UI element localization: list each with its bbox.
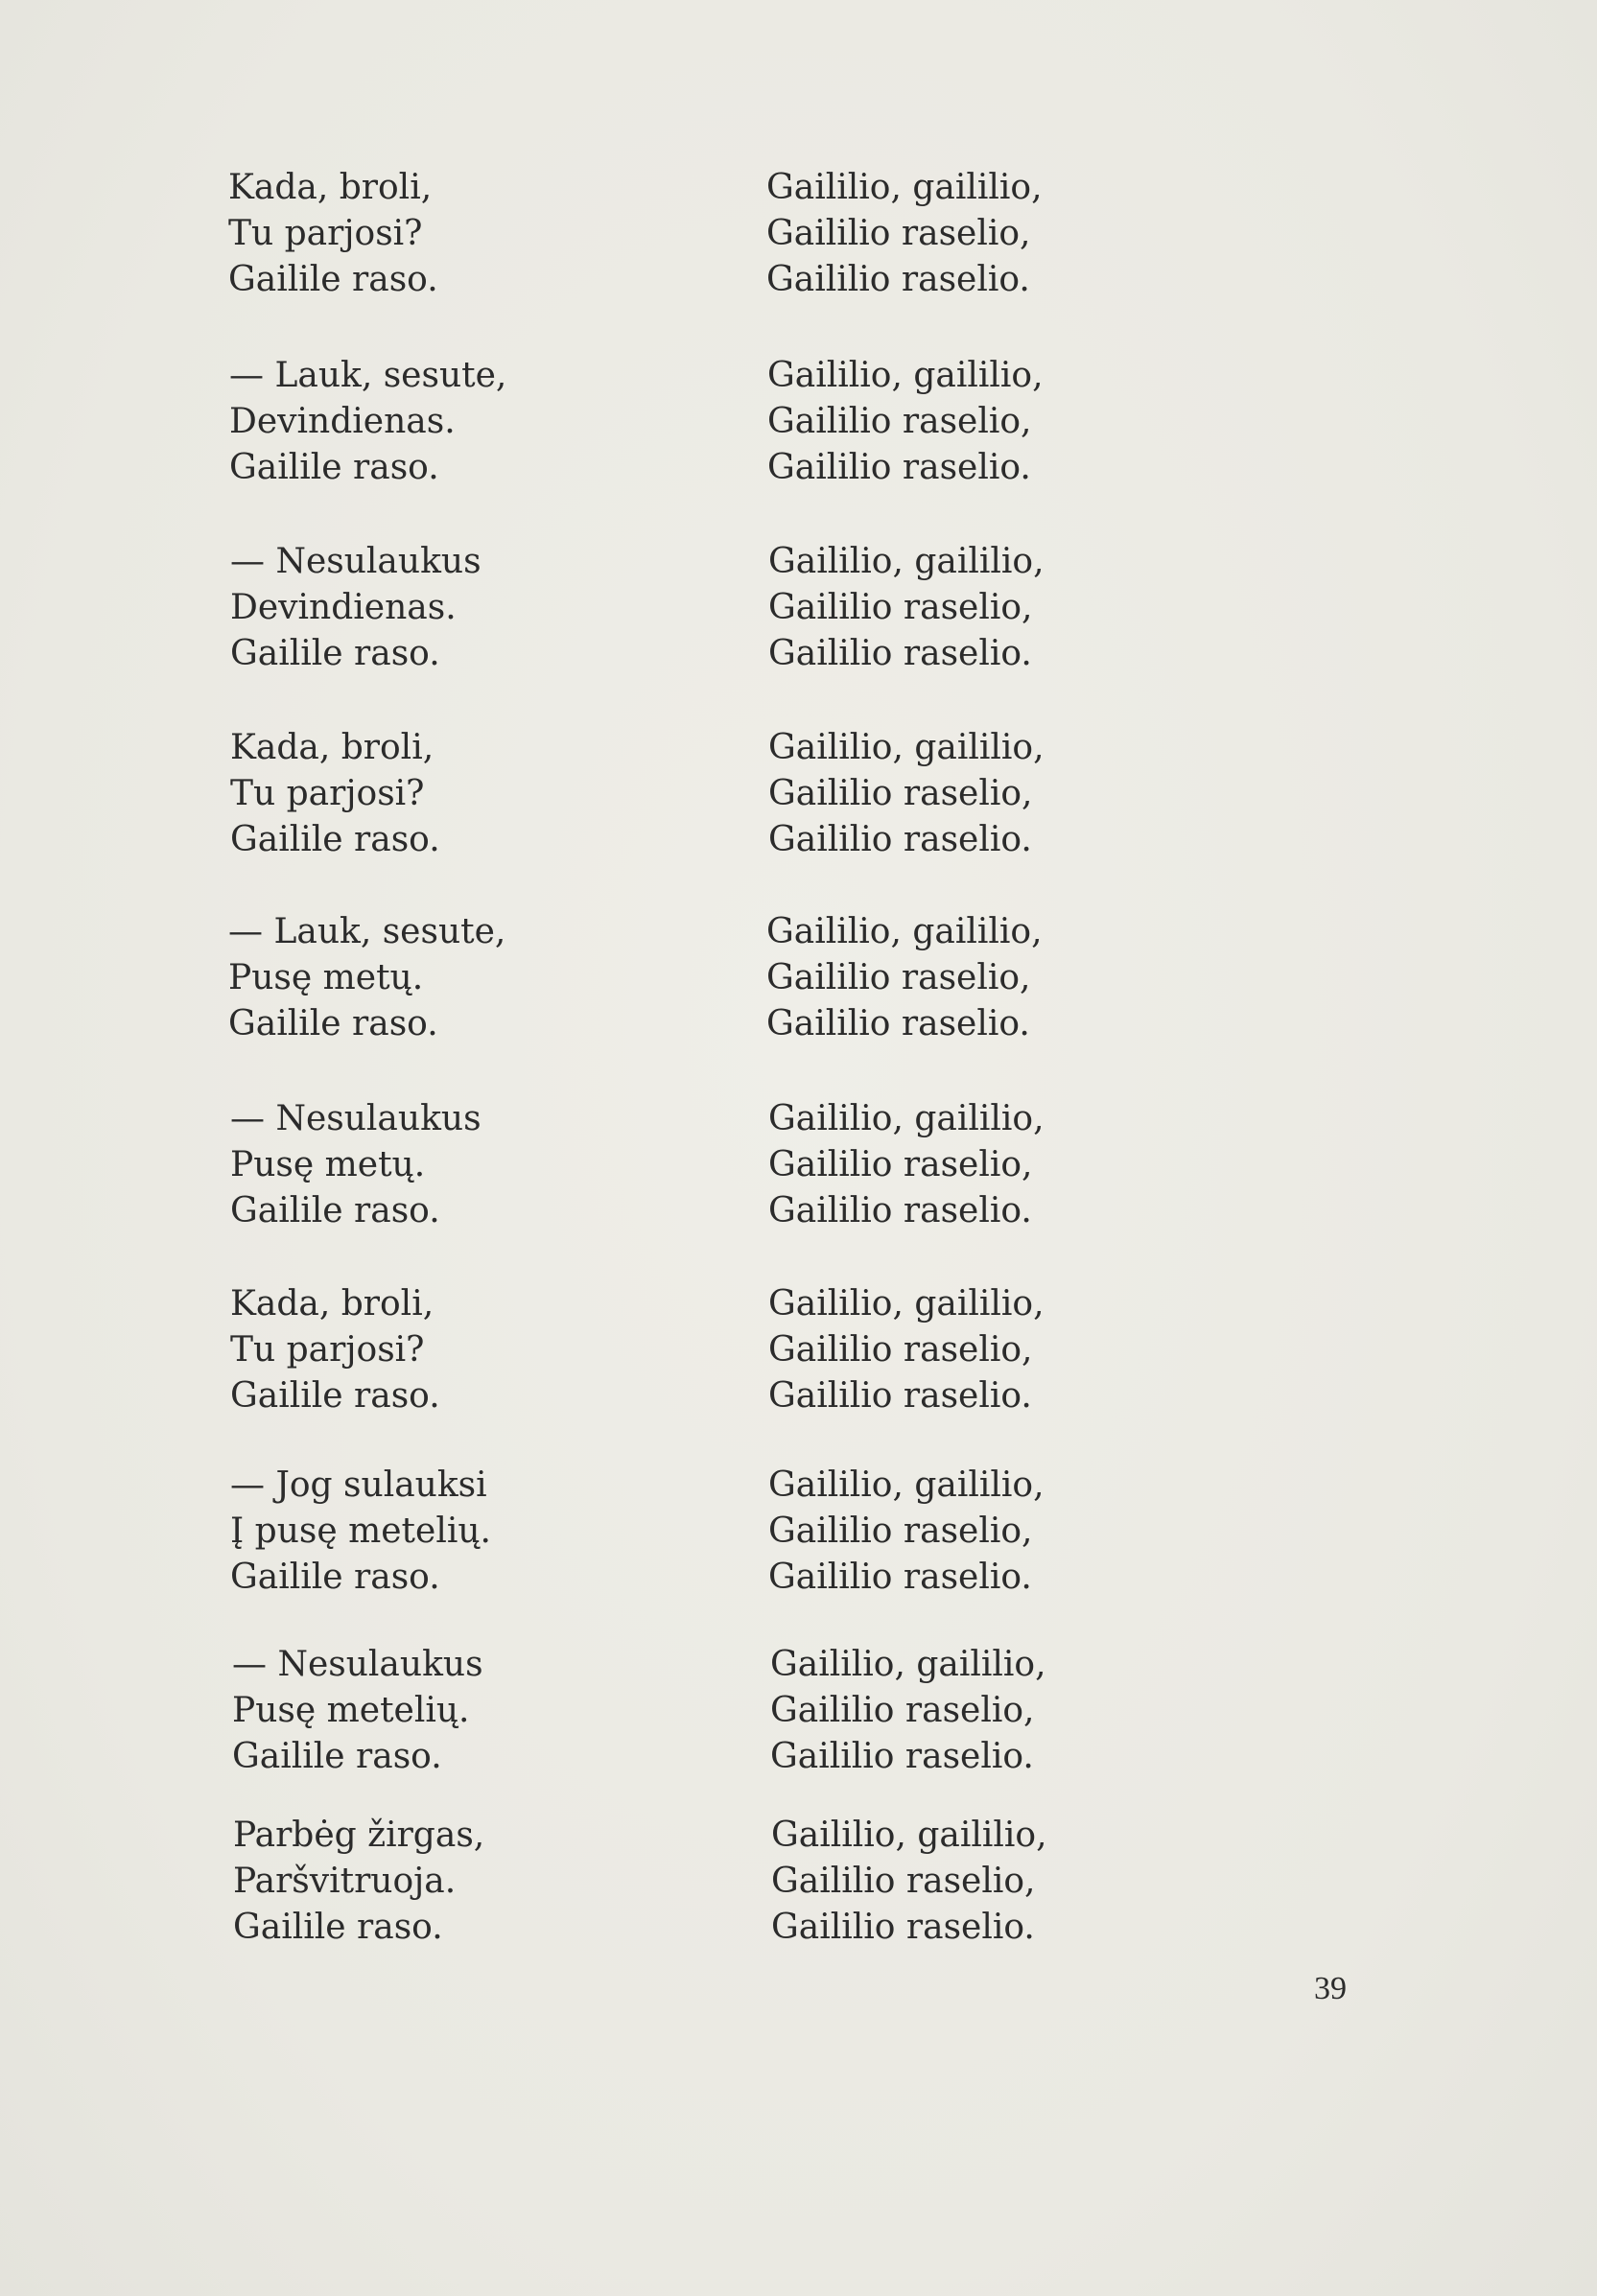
refrain-line: Gaililio raselio, — [767, 402, 1032, 441]
refrain-line: Gaililio raselio, — [766, 958, 1031, 997]
stanza-9 — [232, 1642, 1479, 1786]
refrain-line: Gaililio raselio. — [768, 1191, 1032, 1230]
verse-line: — Nesulaukus — [232, 1645, 483, 1684]
refrain-line: Gaililio raselio, — [766, 214, 1031, 253]
stanza-refrain — [768, 1281, 1045, 1419]
verse-line: Paršvitruoja. — [233, 1862, 457, 1901]
refrain-line: Gaililio, gaililio, — [768, 1465, 1045, 1505]
stanza-8 — [230, 1463, 1477, 1606]
stanza-refrain — [766, 165, 1043, 303]
refrain-line: Gaililio raselio, — [768, 1145, 1033, 1184]
stanza-5 — [228, 909, 1475, 1053]
verse-line: Gailile raso. — [230, 1191, 440, 1230]
stanza-left-lines — [232, 1642, 483, 1780]
verse-line: Kada, broli, — [230, 1284, 434, 1324]
refrain-line: Gaililio raselio. — [766, 1004, 1030, 1043]
verse-line: Gailile raso. — [232, 1737, 442, 1776]
refrain-line: Gaililio, gaililio, — [768, 1284, 1045, 1324]
stanza-refrain — [768, 1463, 1045, 1601]
verse-line: — Nesulaukus — [230, 1099, 481, 1138]
stanza-left-lines — [228, 909, 505, 1047]
refrain-line: Gaililio raselio, — [768, 774, 1033, 813]
verse-line: Pusę metų. — [228, 958, 424, 997]
verse-line: Parbėg žirgas, — [233, 1816, 485, 1855]
stanza-left-lines — [233, 1813, 484, 1951]
stanza-left-lines — [229, 353, 506, 491]
verse-line: Tu parjosi? — [228, 214, 423, 253]
verse-line: Pusę metelių. — [232, 1691, 470, 1730]
verse-line: Pusę metų. — [230, 1145, 426, 1184]
verse-line: Gailile raso. — [229, 448, 439, 487]
refrain-line: Gaililio, gaililio, — [766, 168, 1043, 207]
refrain-line: Gaililio raselio, — [771, 1862, 1036, 1901]
refrain-line: Gaililio, gaililio, — [766, 912, 1043, 951]
refrain-line: Gaililio, gaililio, — [768, 1099, 1045, 1138]
stanza-left-lines — [230, 539, 481, 677]
stanza-refrain — [771, 1813, 1047, 1951]
stanza-7 — [230, 1281, 1477, 1425]
refrain-line: Gaililio, gaililio, — [771, 1816, 1047, 1855]
refrain-line: Gaililio, gaililio, — [768, 728, 1045, 767]
refrain-line: Gaililio raselio, — [768, 1330, 1033, 1370]
verse-line: Kada, broli, — [230, 728, 434, 767]
verse-line: Tu parjosi? — [230, 1330, 425, 1370]
refrain-line: Gaililio raselio. — [767, 448, 1031, 487]
verse-line: — Lauk, sesute, — [228, 912, 506, 951]
stanza-refrain — [768, 539, 1045, 677]
stanza-refrain — [770, 1642, 1046, 1780]
verse-line: — Lauk, sesute, — [229, 356, 507, 395]
verse-line: Gailile raso. — [228, 1004, 438, 1043]
stanza-refrain — [767, 353, 1044, 491]
stanza-refrain — [768, 725, 1045, 863]
verse-line: Devindienas. — [229, 402, 456, 441]
refrain-line: Gaililio, gaililio, — [767, 356, 1044, 395]
stanza-6 — [230, 1096, 1477, 1240]
refrain-line: Gaililio raselio. — [771, 1908, 1035, 1947]
stanza-10 — [233, 1813, 1480, 1956]
stanza-refrain — [768, 1096, 1045, 1234]
verse-line: Gailile raso. — [228, 260, 438, 299]
verse-line: Gailile raso. — [230, 1558, 440, 1597]
stanza-4 — [230, 725, 1477, 869]
refrain-line: Gaililio, gaililio, — [770, 1645, 1046, 1684]
verse-line: — Nesulaukus — [230, 542, 481, 581]
verse-line: Devindienas. — [230, 588, 457, 627]
refrain-line: Gaililio raselio. — [768, 634, 1032, 673]
verse-line: Gailile raso. — [230, 634, 440, 673]
stanza-refrain — [766, 909, 1043, 1047]
refrain-line: Gaililio raselio. — [768, 820, 1032, 859]
verse-line: Kada, broli, — [228, 168, 433, 207]
stanza-left-lines — [230, 1463, 491, 1601]
verse-line: Į pusę metelių. — [230, 1511, 491, 1551]
verse-line: Gailile raso. — [230, 820, 440, 859]
page-number: 39 — [1314, 1971, 1347, 2006]
stanza-left-lines — [230, 725, 440, 863]
verse-line: Gailile raso. — [230, 1376, 440, 1416]
verse-line: Tu parjosi? — [230, 774, 425, 813]
stanza-left-lines — [230, 1096, 481, 1234]
verse-line: Gailile raso. — [233, 1908, 443, 1947]
verse-line: — Jog sulauksi — [230, 1465, 487, 1505]
stanza-2 — [229, 353, 1476, 497]
refrain-line: Gaililio, gaililio, — [768, 542, 1045, 581]
refrain-line: Gaililio raselio, — [770, 1691, 1035, 1730]
refrain-line: Gaililio raselio, — [768, 588, 1033, 627]
stanza-1 — [228, 165, 1475, 309]
refrain-line: Gaililio raselio. — [768, 1376, 1032, 1416]
refrain-line: Gaililio raselio. — [768, 1558, 1032, 1597]
refrain-line: Gaililio raselio. — [766, 260, 1030, 299]
stanza-left-lines — [230, 1281, 440, 1419]
refrain-line: Gaililio raselio, — [768, 1511, 1033, 1551]
refrain-line: Gaililio raselio. — [770, 1737, 1034, 1776]
stanza-3 — [230, 539, 1477, 683]
stanza-left-lines — [228, 165, 438, 303]
